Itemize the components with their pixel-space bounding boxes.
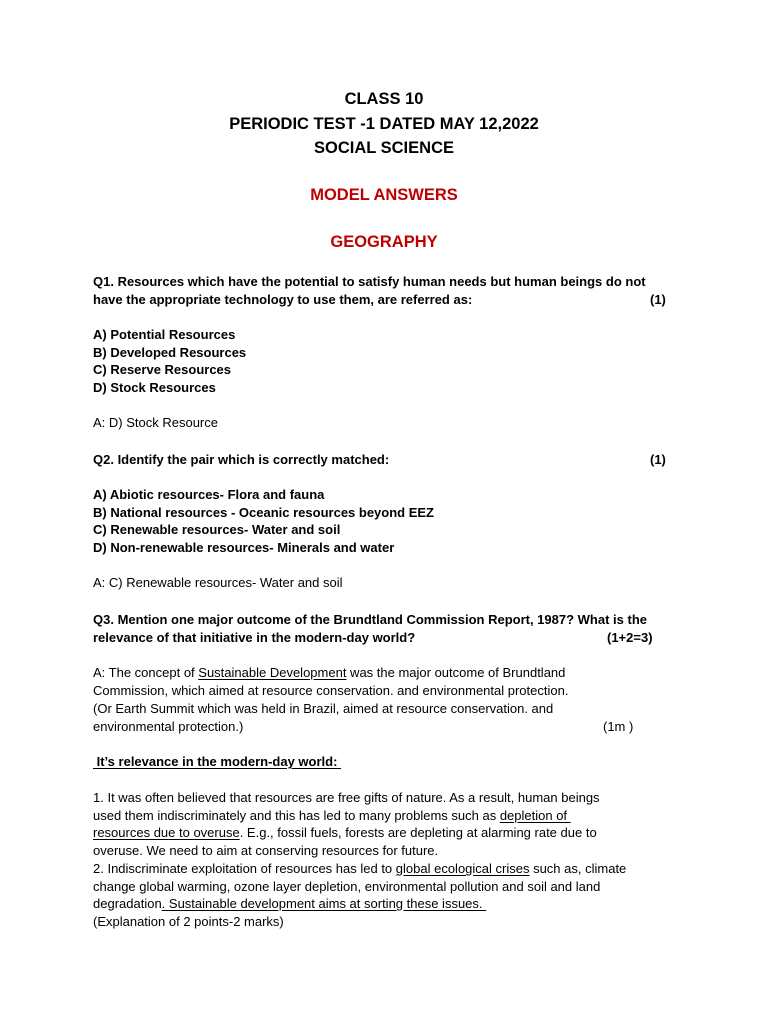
q2-option-c: C) Renewable resources- Water and soil xyxy=(93,522,341,537)
q3-text-line2: relevance of that initiative in the modern-day world? xyxy=(93,630,416,645)
q2-option-a: A) Abiotic resources- Flora and fauna xyxy=(93,487,325,502)
point2-line2: change global warming, ozone layer depletion, environmental pollution and soil and land xyxy=(93,879,601,894)
point2-line3-text: degradation xyxy=(93,896,162,911)
point1-line3-text: . E.g., fossil fuels, forests are depleting at alarming rate due to xyxy=(239,825,597,840)
q2-marks: (1) xyxy=(650,452,666,467)
point1-line4: overuse. We need to aim at conserving resources for future. xyxy=(93,843,439,858)
relevance-heading-text: It’s relevance in the modern-day world: xyxy=(93,754,342,769)
point2-line1 xyxy=(93,860,626,877)
q3-answer-line3: (Or Earth Summit which was held in Brazil, aimed at resource conservation. and xyxy=(93,701,554,716)
q3-answer-prefix: A: The concept of xyxy=(93,665,199,680)
point2-line1-suffix: such as, climate xyxy=(529,861,627,876)
q1-option-d: D) Stock Resources xyxy=(93,380,216,395)
point1-line3 xyxy=(93,824,597,841)
class-heading: CLASS 10 xyxy=(344,90,424,108)
point1-line2-text: used them indiscriminately and this has led to many problems such as xyxy=(93,808,500,823)
q1-text-line1: Q1. Resources which have the potential to satisfy human needs but human beings do not xyxy=(93,274,646,289)
q3-marks: (1+2=3) xyxy=(607,630,653,645)
q1-option-a: A) Potential Resources xyxy=(93,327,236,342)
q1-option-b: B) Developed Resources xyxy=(93,345,247,360)
point2-line3 xyxy=(93,895,486,912)
subject-heading: SOCIAL SCIENCE xyxy=(314,139,454,157)
q3-answer-line2: Commission, which aimed at resource conservation. and environmental protection. xyxy=(93,683,569,698)
point1-line2 xyxy=(93,807,571,824)
depletion-term: depletion of xyxy=(499,808,571,823)
q1-text-line2: have the appropriate technology to use them, are referred as: xyxy=(93,292,473,307)
q2-option-b: B) National resources - Oceanic resources beyond EEZ xyxy=(93,505,435,520)
resources-overuse-term: resources due to overuse xyxy=(93,825,240,840)
sustainable-aims-text: . Sustainable development aims at sorting these issues. xyxy=(161,896,487,911)
point2-line1-text: 2. Indiscriminate exploitation of resources has led to xyxy=(93,861,396,876)
sustainable-development-term: Sustainable Development xyxy=(198,665,347,680)
q1-marks: (1) xyxy=(650,292,666,307)
q1-option-c: C) Reserve Resources xyxy=(93,362,232,377)
q2-option-d: D) Non-renewable resources- Minerals and water xyxy=(93,540,395,555)
q2-text: Q2. Identify the pair which is correctly matched: xyxy=(93,452,390,467)
q3-answer-suffix: was the major outcome of Brundtland xyxy=(346,665,566,680)
section-heading: GEOGRAPHY xyxy=(330,233,438,251)
q3-answer-line1 xyxy=(93,664,565,681)
relevance-heading xyxy=(93,753,341,770)
q2-answer: A: C) Renewable resources- Water and soil xyxy=(93,575,343,590)
q3-text-line1: Q3. Mention one major outcome of the Brundtland Commission Report, 1987? What is the xyxy=(93,612,647,627)
point2-line4: (Explanation of 2 points-2 marks) xyxy=(93,914,284,929)
q3-answer-line4: environmental protection.) xyxy=(93,719,244,734)
q1-answer: A: D) Stock Resource xyxy=(93,415,218,430)
model-answers-heading: MODEL ANSWERS xyxy=(310,186,458,204)
test-heading: PERIODIC TEST -1 DATED MAY 12,2022 xyxy=(229,115,539,133)
q3-answer-marks: (1m ) xyxy=(603,719,634,734)
ecological-crises-term: global ecological crises xyxy=(395,861,530,876)
point1-line1: 1. It was often believed that resources are free gifts of nature. As a result, human beings xyxy=(93,790,600,805)
